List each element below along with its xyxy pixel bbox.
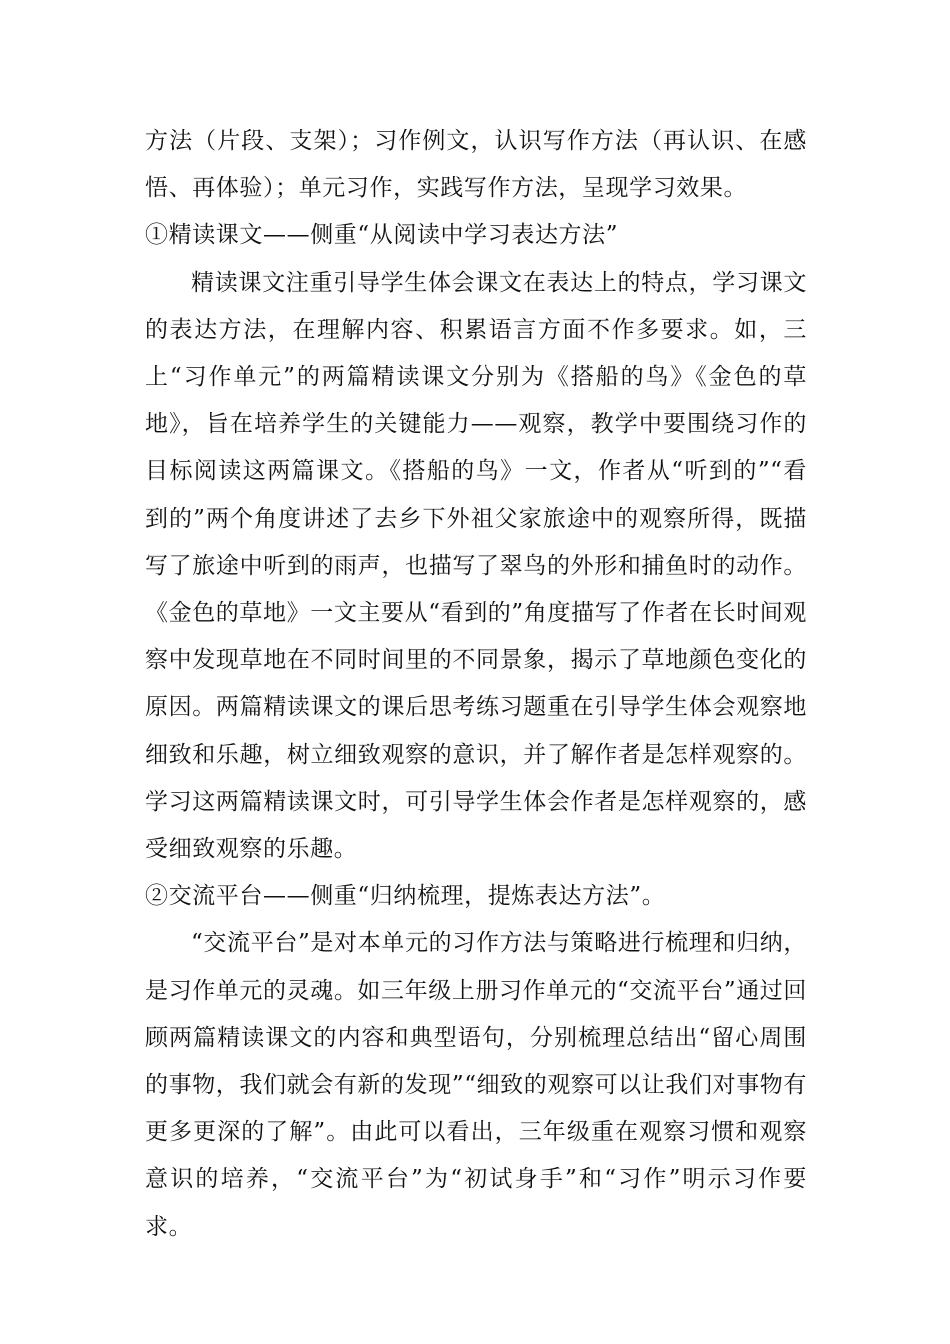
section-heading-exchange-platform: ②交流平台——侧重“归纳梳理，提炼表达方法”。: [145, 883, 666, 910]
paragraph-intensive-reading: 精读课文注重引导学生体会课文在表达上的特点，学习课文的表达方法，在理解内容、积累语言方面不作多要求。如，三上“习作单元”的两篇精读课文分别为《搭船的鸟》《金色的草地》，旨在培养学生的关键能力——观察，教学中要围绕习作的目标阅读这两篇课文。《搭船的鸟》一文，作者从“听到的”“看到的”两个角度讲述了去乡下外祖父家旅途中的观察所得，既描写了旅途中听到的雨声，也描写了翠鸟的外形和捕鱼时的动作。《金色的草地》一文主要从“看到的”角度描写了作者在长时间观察中发现草地在不同时间里的不同景象，揭示了草地颜色变化的原因。两篇精读课文的课后思考练习题重在引导学生体会观察地细致和乐趣，树立细致观察的意识，并了解作者是怎样观察的。学习这两篇精读课文时，可引导学生体会作者是怎样观察的，感受细致观察的乐趣。: [145, 269, 807, 863]
section-heading-intensive-reading: ①精读课文——侧重“从阅读中学习表达方法”: [145, 222, 619, 249]
paragraph-continuation: 方法（片段、支架）；习作例文，认识写作方法（再认识、在感悟、再体验）；单元习作，实践写作方法，呈现学习效果。: [145, 128, 807, 202]
paragraph-exchange-platform: “交流平台”是对本单元的习作方法与策略进行梳理和归纳，是习作单元的灵魂。如三年级上册习作单元的“交流平台”通过回顾两篇精读课文的内容和典型语句，分别梳理总结出“留心周围的事物，我们就会有新的发现”“细致的观察可以让我们对事物有更多更深的了解”。由此可以看出，三年级重在观察习惯和观察意识的培养，“交流平台”为“初试身手”和“习作”明示习作要求。: [145, 930, 807, 1240]
